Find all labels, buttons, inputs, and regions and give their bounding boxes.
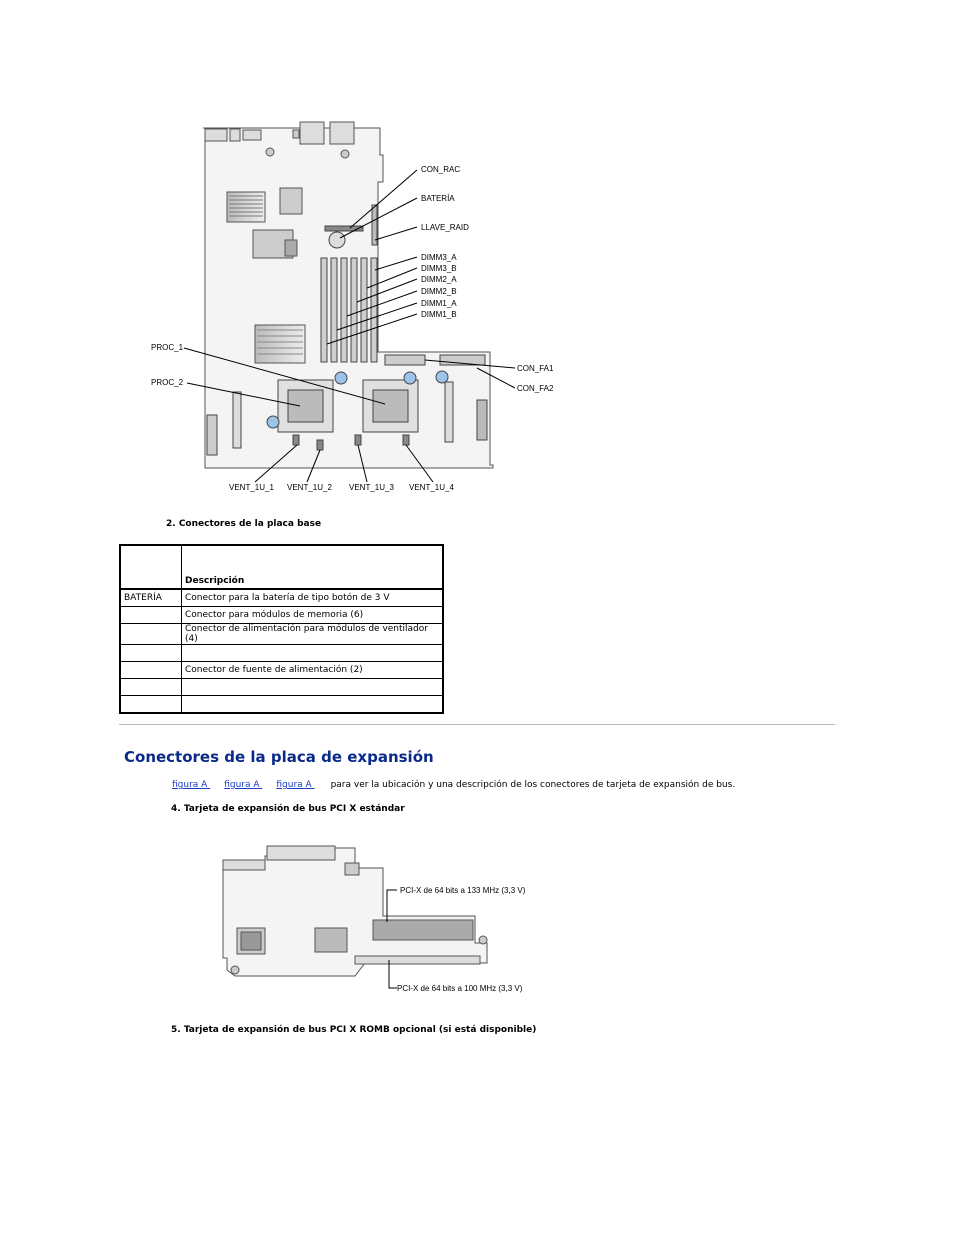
table-cell — [120, 607, 182, 624]
table-cell — [120, 696, 182, 714]
label-con-rac: CON_RAC — [421, 165, 461, 174]
label-vent-1u-2: VENT_1U_2 — [287, 483, 332, 492]
label-pci-x-100: PCI-X de 64 bits a 100 MHz (3,3 V) — [397, 984, 523, 993]
table-cell: Conector de fuente de alimentación (2) — [182, 662, 444, 679]
figure-4-caption: 4. Tarjeta de expansión de bus PCI X estándar — [171, 804, 405, 814]
table-header-cell: Descripción — [182, 545, 444, 589]
table-row — [120, 607, 443, 624]
label-proc-1: PROC_1 — [151, 343, 184, 352]
table-cell: Conector para módulos de memoria (6) — [182, 607, 444, 624]
label-dimm1-a: DIMM1_A — [421, 299, 457, 308]
label-dimm3-a: DIMM3_A — [421, 253, 457, 262]
table-cell: Conector para la batería de tipo botón de 3 V — [182, 589, 444, 607]
table-cell: Conector de alimentación para módulos de ventilador (4) — [182, 624, 444, 645]
label-llave-raid: LLAVE_RAID — [421, 223, 469, 232]
label-vent-1u-1: VENT_1U_1 — [229, 483, 274, 492]
label-dimm2-a: DIMM2_A — [421, 275, 457, 284]
section-divider — [119, 724, 835, 725]
pci-x-100-slot — [355, 956, 480, 964]
figure-link[interactable]: figura A — [224, 780, 263, 790]
system-board-diagram — [145, 110, 585, 500]
table-cell — [120, 662, 182, 679]
label-vent-1u-3: VENT_1U_3 — [349, 483, 394, 492]
label-con-fa2: CON_FA2 — [517, 384, 554, 393]
figure-link[interactable]: figura A — [276, 780, 315, 790]
label-con-fa1: CON_FA1 — [517, 364, 554, 373]
table-header-row — [120, 545, 443, 589]
con-fa1-connector — [385, 355, 425, 365]
connectors-table — [119, 544, 444, 714]
table-cell — [120, 679, 182, 696]
label-dimm2-b: DIMM2_B — [421, 287, 457, 296]
figure-link[interactable]: figura A — [172, 780, 211, 790]
section-paragraph — [172, 780, 735, 790]
table-cell — [182, 696, 444, 714]
table-header-cell — [120, 545, 182, 589]
label-proc-2: PROC_2 — [151, 378, 184, 387]
battery-socket — [329, 232, 345, 248]
section-title: Conectores de la placa de expansión — [124, 748, 434, 766]
table-row — [120, 645, 443, 662]
label-dimm3-b: DIMM3_B — [421, 264, 457, 273]
label-pci-x-133: PCI-X de 64 bits a 133 MHz (3,3 V) — [400, 886, 526, 895]
label-bateria: BATERÍA — [421, 194, 455, 203]
figure-5-caption: 5. Tarjeta de expansión de bus PCI X ROMB opcional (si está disponible) — [171, 1025, 537, 1035]
label-dimm1-b: DIMM1_B — [421, 310, 457, 319]
figure-2-caption: 2. Conectores de la placa base — [166, 519, 322, 529]
table-cell: BATERÍA — [120, 589, 182, 607]
table-row — [120, 696, 443, 714]
table-row — [120, 589, 443, 607]
pci-x-riser-diagram — [215, 838, 535, 998]
table-cell — [120, 645, 182, 662]
label-vent-1u-4: VENT_1U_4 — [409, 483, 454, 492]
table-row — [120, 662, 443, 679]
table-cell — [120, 624, 182, 645]
table-cell — [182, 645, 444, 662]
table-cell — [182, 679, 444, 696]
table-row — [120, 679, 443, 696]
table-row — [120, 624, 443, 645]
pci-x-133-slot — [373, 920, 473, 940]
paragraph-text: para ver la ubicación y una descripción de los conectores de tarjeta de expansión de bus. — [330, 780, 736, 790]
